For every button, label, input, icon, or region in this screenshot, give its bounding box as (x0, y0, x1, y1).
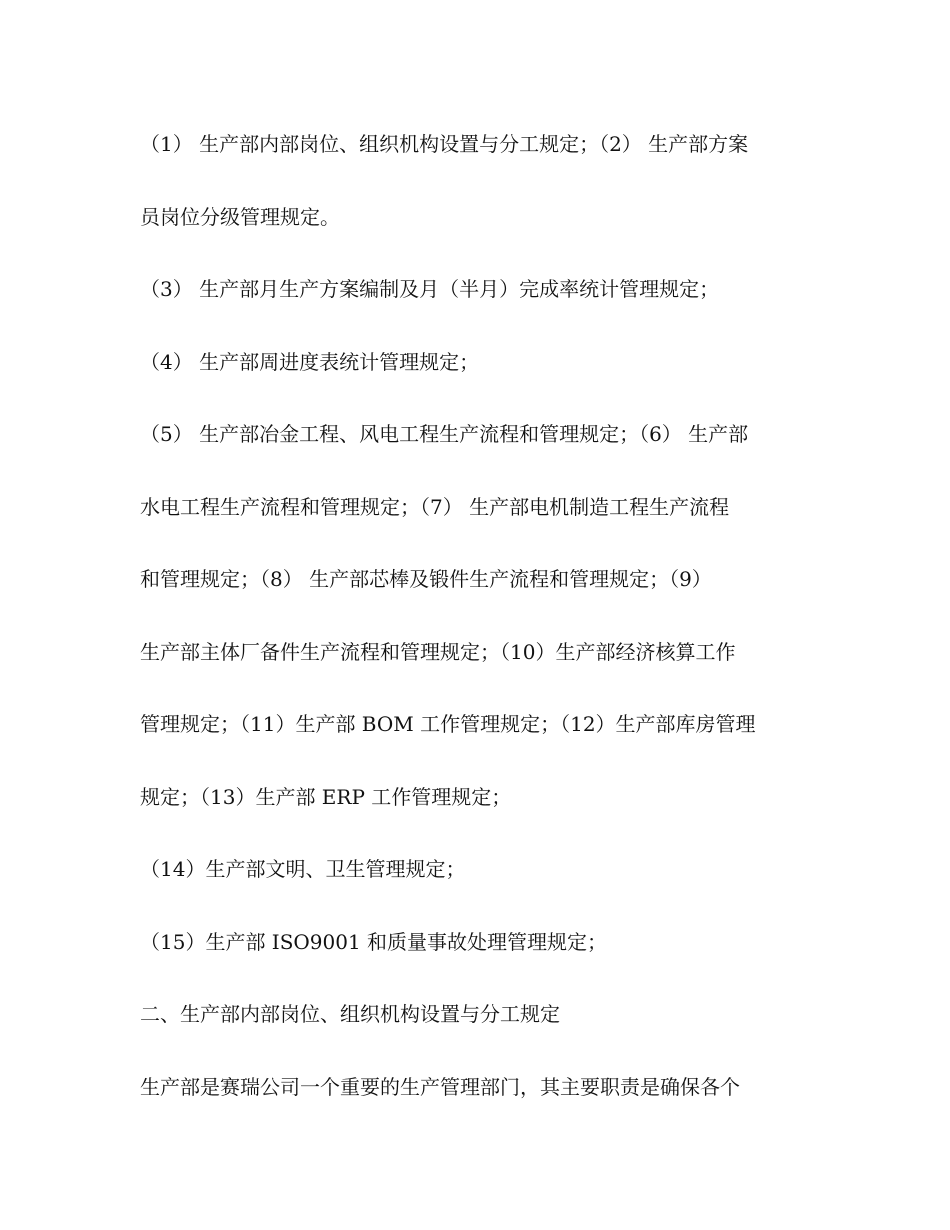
text-line: （15）生产部 ISO9001 和质量事故处理管理规定； (140, 929, 608, 954)
text-line: 生产部是赛瑞公司一个重要的生产管理部门，其主要职责是确保各个 (140, 1074, 740, 1099)
text-line: 和管理规定；（8） 生产部芯棒及锻件生产流程和管理规定；（9） (140, 567, 712, 591)
text-line: 规定；（13）生产部 ERP 工作管理规定； (140, 784, 512, 809)
text-line: （14）生产部文明、卫生管理规定； (140, 857, 466, 881)
text-line: 水电工程生产流程和管理规定；（7） 生产部电机制造工程生产流程 (140, 494, 730, 519)
text-line: 生产部主体厂备件生产流程和管理规定；（10）生产部经济核算工作 (140, 639, 736, 664)
text-line: 员岗位分级管理规定。 (140, 204, 340, 229)
text-line: （4） 生产部周进度表统计管理规定； (140, 349, 480, 374)
document-body (140, 126, 820, 1141)
section-heading: 二、生产部内部岗位、组织机构设置与分工规定 (140, 1002, 560, 1026)
text-line: （3） 生产部月生产方案编制及月（半月）完成率统计管理规定； (140, 277, 720, 301)
text-line: 管理规定；（11）生产部 BOM 工作管理规定；（12）生产部库房管理 (140, 712, 756, 736)
text-line: （5） 生产部冶金工程、风电工程生产流程和管理规定；（6） 生产部 (140, 422, 749, 446)
text-line: （1） 生产部内部岗位、组织机构设置与分工规定；（2） 生产部方案 (140, 132, 749, 156)
